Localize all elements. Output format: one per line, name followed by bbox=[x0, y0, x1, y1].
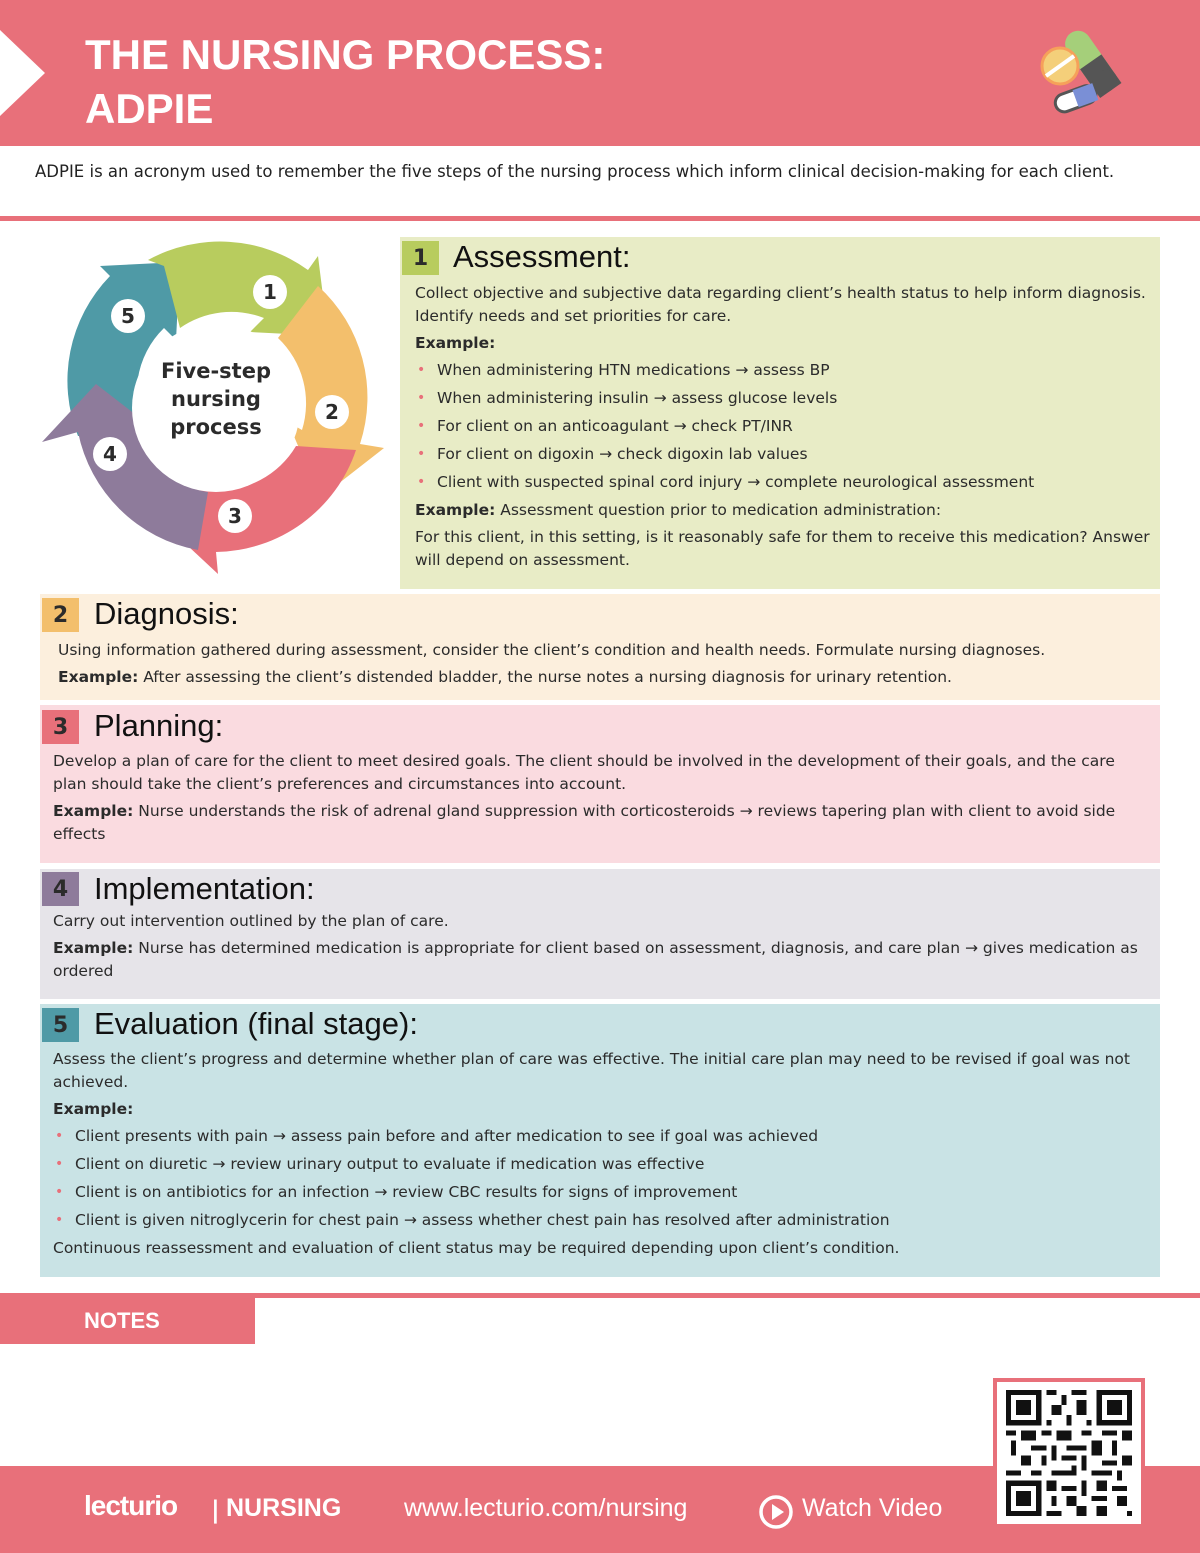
list-item: • Client presents with pain → assess pain before and after medication to see if goal was achieved bbox=[53, 1125, 1143, 1148]
cycle-center-line2: nursing bbox=[171, 387, 261, 411]
example-label: Example: bbox=[58, 668, 139, 686]
list-item: • Client on diuretic → review urinary output to evaluate if medication was effective bbox=[53, 1153, 1143, 1176]
section-description: Carry out intervention outlined by the plan of care. bbox=[53, 912, 449, 930]
qr-code[interactable] bbox=[993, 1378, 1145, 1528]
example-list bbox=[53, 1125, 1143, 1232]
section-body bbox=[53, 1048, 1143, 1264]
example-text: Nurse has determined medication is appropriate for client based on assessment, diagnosis, and care plan → gives medication as ordered bbox=[53, 939, 1138, 980]
section-title: Evaluation (final stage): bbox=[94, 1006, 418, 1041]
example-text: Nurse understands the risk of adrenal gland suppression with corticosteroids → reviews tapering plan with client to avoid side effects bbox=[53, 802, 1116, 843]
list-item: • For client on digoxin → check digoxin lab values bbox=[415, 443, 1150, 466]
example-list bbox=[415, 359, 1150, 494]
list-item: • When administering insulin → assess glucose levels bbox=[415, 387, 1150, 410]
title-line-2: ADPIE bbox=[85, 85, 214, 132]
implementation-section bbox=[40, 869, 1160, 999]
section-body bbox=[53, 750, 1143, 850]
closing-text: Continuous reassessment and evaluation of client status may be required depending upon client’s condition. bbox=[53, 1239, 900, 1257]
cycle-number-5: 5 bbox=[121, 304, 135, 328]
example-label: Example: bbox=[53, 802, 134, 820]
intro-text: ADPIE is an acronym used to remember the five steps of the nursing process which inform clinical decision-making for each client. bbox=[35, 162, 1115, 181]
arrow-notch-icon bbox=[0, 0, 48, 146]
cycle-number-1: 1 bbox=[263, 280, 277, 304]
section-body bbox=[415, 282, 1150, 576]
example-label: Example: bbox=[415, 501, 496, 519]
example-label: Example: bbox=[415, 334, 496, 352]
section-number: 1 bbox=[402, 241, 439, 275]
section-number: 5 bbox=[42, 1008, 79, 1042]
section-number: 2 bbox=[42, 598, 79, 632]
section-title: Implementation: bbox=[94, 871, 315, 906]
website-link[interactable]: www.lecturio.com/nursing bbox=[404, 1494, 688, 1522]
diagnosis-section bbox=[40, 594, 1160, 700]
section-number: 3 bbox=[42, 710, 79, 744]
assessment-section bbox=[400, 237, 1160, 589]
list-item: • Client is given nitroglycerin for chest pain → assess whether chest pain has resolved after administration bbox=[53, 1209, 1143, 1232]
section-title: Planning: bbox=[94, 708, 224, 743]
watch-video-link[interactable]: Watch Video bbox=[802, 1494, 943, 1522]
example-label: Example: bbox=[53, 1100, 134, 1118]
page-title bbox=[85, 28, 605, 136]
planning-section bbox=[40, 705, 1160, 863]
list-item: • Client is on antibiotics for an infection → review CBC results for signs of improvement bbox=[53, 1181, 1143, 1204]
section-description: Assess the client’s progress and determine whether plan of care was effective. The initial care plan may need to be revised if goal was not achieved. bbox=[53, 1050, 1130, 1091]
section-title: Diagnosis: bbox=[94, 596, 239, 631]
pills-icon bbox=[1030, 26, 1140, 122]
section-number: 4 bbox=[42, 872, 79, 906]
nursing-process-cycle-diagram bbox=[38, 236, 393, 581]
cycle-number-2: 2 bbox=[325, 400, 339, 424]
section-body bbox=[53, 910, 1143, 987]
lecturio-logo[interactable]: lecturio bbox=[84, 1490, 178, 1521]
example-label: Example: bbox=[53, 939, 134, 957]
list-item: • When administering HTN medications → assess BP bbox=[415, 359, 1150, 382]
list-item: • Client with suspected spinal cord injury → complete neurological assessment bbox=[415, 471, 1150, 494]
logo-nursing-label: NURSING bbox=[226, 1494, 342, 1522]
logo-separator: | bbox=[211, 1496, 220, 1524]
notes-label: NOTES bbox=[0, 1298, 255, 1344]
example-text: Assessment question prior to medication administration: bbox=[495, 501, 942, 519]
play-circle-icon[interactable] bbox=[758, 1494, 794, 1530]
cycle-center-line1: Five-step bbox=[160, 359, 272, 383]
example-text: After assessing the client’s distended bladder, the nurse notes a nursing diagnosis for urinary retention. bbox=[138, 668, 952, 686]
cycle-number-3: 3 bbox=[228, 504, 242, 528]
divider bbox=[0, 216, 1200, 221]
closing-text: For this client, in this setting, is it reasonably safe for them to receive this medication? Answer will depend on assessment. bbox=[415, 528, 1150, 569]
header-banner bbox=[0, 0, 1200, 146]
section-description: Develop a plan of care for the client to meet desired goals. The client should be involved in the development of their goals, and the care plan should take the client’s preferences and circumstances into account. bbox=[53, 752, 1115, 793]
section-description: Collect objective and subjective data regarding client’s health status to help inform diagnosis. Identify needs and set priorities for care. bbox=[415, 284, 1146, 325]
section-title: Assessment: bbox=[453, 239, 631, 274]
cycle-number-4: 4 bbox=[103, 442, 117, 466]
title-line-1: THE NURSING PROCESS: bbox=[85, 31, 606, 78]
evaluation-section bbox=[40, 1004, 1160, 1277]
qr-code-icon bbox=[1005, 1390, 1133, 1516]
section-description: Using information gathered during assessment, consider the client’s condition and health needs. Formulate nursing diagnoses. bbox=[58, 641, 1046, 659]
section-body bbox=[58, 639, 1153, 693]
cycle-center-line3: process bbox=[170, 415, 262, 439]
list-item: • For client on an anticoagulant → check PT/INR bbox=[415, 415, 1150, 438]
